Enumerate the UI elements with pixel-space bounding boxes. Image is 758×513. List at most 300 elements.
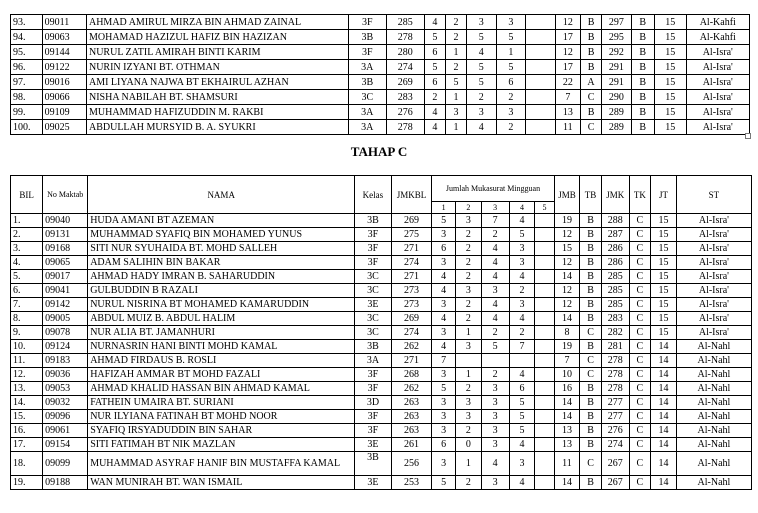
cell-st: Al-Isra' (676, 284, 751, 298)
cell-week-2: 2 (445, 60, 466, 75)
table-row (11, 410, 752, 424)
cell-no-maktab: 09078 (43, 326, 88, 340)
cell-no-maktab: 09109 (42, 105, 86, 120)
cell-week-4: 1 (496, 45, 526, 60)
cell-bil: 16. (11, 424, 43, 438)
cell-tb: C (580, 368, 601, 382)
cell-week-5 (526, 30, 556, 45)
cell-week-5 (535, 284, 554, 298)
header-tb: TB (580, 176, 601, 214)
cell-st: Al-Isra' (676, 326, 751, 340)
cell-jmk: 283 (601, 312, 629, 326)
cell-week-4: 3 (496, 15, 526, 30)
cell-jmk: 285 (601, 298, 629, 312)
cell-kelas: 3C (355, 312, 391, 326)
cell-jmkbl: 263 (391, 396, 432, 410)
cell-kelas: 3B (355, 340, 391, 354)
cell-week-5 (535, 270, 554, 284)
cell-bil: 13. (11, 382, 43, 396)
cell-no-maktab: 09063 (42, 30, 86, 45)
cell-jmk: 287 (601, 228, 629, 242)
cell-no-maktab: 09168 (43, 242, 88, 256)
cell-kelas: 3B (348, 30, 386, 45)
cell-week-5 (535, 326, 554, 340)
cell-jt: 15 (654, 45, 686, 60)
header-jmk: JMK (601, 176, 629, 214)
table-row (11, 90, 750, 105)
cell-jt: 15 (654, 30, 686, 45)
cell-jmk: 288 (601, 214, 629, 228)
cell-jmkbl: 274 (386, 60, 424, 75)
cell-nama: NURUL ZATIL AMIRAH BINTI KARIM (86, 45, 348, 60)
cell-kelas: 3F (348, 15, 386, 30)
cell-nama: NUR ALIA BT. JAMANHURI (88, 326, 355, 340)
cell-st: Al-Nahl (676, 438, 751, 452)
cell-tk: C (629, 340, 650, 354)
cell-jmk: 286 (601, 256, 629, 270)
cell-week-1: 3 (432, 298, 456, 312)
cell-nama: HAFIZAH AMMAR BT MOHD FAZALI (88, 368, 355, 382)
cell-kelas: 3A (348, 105, 386, 120)
cell-bil: 4. (11, 256, 43, 270)
cell-st: Al-Nahl (676, 368, 751, 382)
cell-bil: 5. (11, 270, 43, 284)
cell-week-5 (535, 214, 554, 228)
table-row (11, 75, 750, 90)
cell-nama: FATHEIN UMAIRA BT. SURIANI (88, 396, 355, 410)
cell-nama: MOHAMAD HAZIZUL HAFIZ BIN HAZIZAN (86, 30, 348, 45)
cell-jmk: 295 (602, 30, 632, 45)
cell-tk: B (631, 120, 654, 135)
cell-bil: 3. (11, 242, 43, 256)
cell-nama: SITI NUR SYUHAIDA BT. MOHD SALLEH (88, 242, 355, 256)
cell-jmb: 12 (555, 15, 580, 30)
cell-bil: 10. (11, 340, 43, 354)
cell-tk: C (629, 326, 650, 340)
cell-jmb: 12 (554, 284, 580, 298)
cell-jmb: 12 (554, 228, 580, 242)
cell-week-1: 5 (432, 382, 456, 396)
cell-jmb: 17 (555, 30, 580, 45)
cell-week-4: 2 (496, 90, 526, 105)
table-row (11, 396, 752, 410)
cell-no-maktab: 09131 (43, 228, 88, 242)
cell-st: Al-Nahl (676, 410, 751, 424)
cell-jmkbl: 271 (391, 354, 432, 368)
cell-week-4: 4 (509, 438, 535, 452)
cell-bil: 12. (11, 368, 43, 382)
cell-tk: B (631, 60, 654, 75)
cell-week-4: 3 (509, 256, 535, 270)
cell-week-1: 3 (432, 256, 456, 270)
cell-week-3: 3 (481, 284, 509, 298)
cell-week-1: 5 (432, 476, 456, 490)
cell-tb: B (580, 256, 601, 270)
cell-tb: C (580, 326, 601, 340)
cell-nama: AHMAD FIRDAUS B. ROSLI (88, 354, 355, 368)
cell-tk: C (629, 438, 650, 452)
cell-week-4: 5 (509, 424, 535, 438)
cell-week-4: 3 (509, 452, 535, 476)
cell-week-1: 7 (432, 354, 456, 368)
cell-week-5 (535, 452, 554, 476)
cell-jmkbl: 269 (391, 214, 432, 228)
cell-week-4: 3 (509, 298, 535, 312)
cell-tb: B (580, 410, 601, 424)
cell-jmkbl: 268 (391, 368, 432, 382)
cell-week-2: 2 (455, 256, 481, 270)
cell-jt: 14 (651, 354, 677, 368)
header-jmb: JMB (554, 176, 580, 214)
cell-week-5 (535, 242, 554, 256)
cell-jmkbl: 275 (391, 228, 432, 242)
table-row (11, 326, 752, 340)
cell-kelas: 3E (355, 298, 391, 312)
cell-week-2: 3 (445, 105, 466, 120)
cell-tk: C (629, 368, 650, 382)
cell-week-4: 2 (496, 120, 526, 135)
cell-jt: 15 (651, 284, 677, 298)
cell-tb: B (580, 45, 601, 60)
cell-tk: C (629, 242, 650, 256)
header-nama: NAMA (88, 176, 355, 214)
cell-week-2 (455, 354, 481, 368)
cell-tb: B (580, 15, 601, 30)
cell-week-2: 2 (455, 270, 481, 284)
cell-jmb: 19 (554, 340, 580, 354)
cell-nama: AHMAD HADY IMRAN B. SAHARUDDIN (88, 270, 355, 284)
cell-tb: B (580, 228, 601, 242)
cell-tk: C (629, 298, 650, 312)
cell-week-1: 4 (432, 270, 456, 284)
cell-tk: B (631, 45, 654, 60)
cell-jmb: 22 (555, 75, 580, 90)
cell-jt: 14 (651, 382, 677, 396)
table-row (11, 15, 750, 30)
cell-no-maktab: 09040 (43, 214, 88, 228)
cell-jt: 15 (654, 60, 686, 75)
cell-tb: B (580, 214, 601, 228)
header-st: ST (676, 176, 751, 214)
cell-st: Al-Nahl (676, 396, 751, 410)
cell-tk: C (629, 312, 650, 326)
cell-week-2: 2 (455, 312, 481, 326)
cell-week-5 (535, 410, 554, 424)
cell-week-4: 3 (496, 105, 526, 120)
table-row (11, 340, 752, 354)
cell-week-3: 3 (481, 424, 509, 438)
cell-tk: B (631, 105, 654, 120)
cell-kelas: 3F (355, 242, 391, 256)
cell-bil: 7. (11, 298, 43, 312)
cell-jt: 15 (651, 326, 677, 340)
cell-jmk: 267 (601, 452, 629, 476)
cell-st: Al-Nahl (676, 382, 751, 396)
cell-jmkbl: 271 (391, 270, 432, 284)
header-week-2: 2 (455, 202, 481, 214)
cell-tk: C (629, 410, 650, 424)
cell-nama: MUHAMMAD ASYRAF HANIF BIN MUSTAFFA KAMAL (88, 452, 355, 476)
cell-jmb: 16 (554, 382, 580, 396)
section-title: TAHAP C (350, 144, 408, 159)
cell-week-4: 7 (509, 340, 535, 354)
cell-tb: B (580, 340, 601, 354)
cell-tb: A (580, 75, 601, 90)
cell-bil: 97. (11, 75, 43, 90)
cell-kelas: 3B (355, 452, 391, 476)
cell-bil: 94. (11, 30, 43, 45)
cell-st: Al-Isra' (676, 228, 751, 242)
cell-jmkbl: 263 (391, 410, 432, 424)
cell-week-5 (526, 75, 556, 90)
cell-bil: 2. (11, 228, 43, 242)
table-row (11, 45, 750, 60)
cell-week-1: 3 (432, 396, 456, 410)
cell-jt: 14 (651, 424, 677, 438)
cell-week-5 (526, 90, 556, 105)
cell-bil: 95. (11, 45, 43, 60)
cell-no-maktab: 09061 (43, 424, 88, 438)
cell-kelas: 3C (355, 270, 391, 284)
cell-jt: 15 (651, 242, 677, 256)
cell-nama: NURUL NISRINA BT MOHAMED KAMARUDDIN (88, 298, 355, 312)
cell-week-2: 1 (455, 326, 481, 340)
cell-jmkbl: 263 (391, 424, 432, 438)
cell-week-5 (526, 105, 556, 120)
cell-week-3: 2 (467, 90, 497, 105)
cell-jmkbl: 256 (391, 452, 432, 476)
cell-jmk: 281 (601, 340, 629, 354)
cell-tb: B (580, 105, 601, 120)
table-row (11, 284, 752, 298)
cell-nama: HUDA AMANI BT AZEMAN (88, 214, 355, 228)
cell-bil: 6. (11, 284, 43, 298)
cell-bil: 15. (11, 410, 43, 424)
cell-jmkbl: 283 (386, 90, 424, 105)
cell-kelas: 3F (355, 424, 391, 438)
cell-bil: 93. (11, 15, 43, 30)
table-row (11, 368, 752, 382)
cell-jmk: 289 (602, 105, 632, 120)
cell-week-3: 3 (481, 382, 509, 396)
cell-jmkbl: 278 (386, 120, 424, 135)
cell-jmk: 278 (601, 382, 629, 396)
table-row (11, 312, 752, 326)
cell-no-maktab: 09124 (43, 340, 88, 354)
cell-week-4: 2 (509, 326, 535, 340)
table-row (11, 60, 750, 75)
header-jmkbl: JMKBL (391, 176, 432, 214)
cell-no-maktab: 09005 (43, 312, 88, 326)
cell-week-5 (535, 476, 554, 490)
cell-week-5 (535, 312, 554, 326)
top-table-body (11, 15, 750, 135)
cell-nama: GULBUDDIN B RAZALI (88, 284, 355, 298)
cell-week-2: 2 (455, 298, 481, 312)
cell-bil: 11. (11, 354, 43, 368)
cell-no-maktab: 09065 (43, 256, 88, 270)
cell-jmk: 278 (601, 368, 629, 382)
cell-tb: B (580, 382, 601, 396)
cell-tb: B (580, 30, 601, 45)
cell-jmb: 13 (554, 438, 580, 452)
table-resize-handle[interactable] (745, 133, 751, 139)
cell-nama: NISHA NABILAH BT. SHAMSURI (86, 90, 348, 105)
cell-tb: B (580, 476, 601, 490)
table-row (11, 354, 752, 368)
cell-tb: B (580, 396, 601, 410)
cell-kelas: 3C (348, 90, 386, 105)
cell-week-1: 4 (432, 284, 456, 298)
cell-week-3: 3 (481, 438, 509, 452)
cell-week-1: 4 (424, 120, 445, 135)
cell-week-1: 6 (432, 438, 456, 452)
cell-tb: C (580, 90, 601, 105)
cell-week-4: 3 (509, 242, 535, 256)
cell-tb: C (580, 120, 601, 135)
cell-week-2: 1 (445, 45, 466, 60)
cell-jmb: 14 (554, 270, 580, 284)
cell-tk: C (629, 424, 650, 438)
cell-week-2: 2 (455, 242, 481, 256)
cell-week-2: 1 (445, 90, 466, 105)
header-jt: JT (651, 176, 677, 214)
cell-st: Al-Isra' (686, 90, 749, 105)
cell-week-3: 4 (481, 312, 509, 326)
cell-week-4: 4 (509, 476, 535, 490)
cell-tk: B (631, 90, 654, 105)
cell-st: Al-Nahl (676, 340, 751, 354)
cell-week-5 (526, 60, 556, 75)
header-week-1: 1 (432, 202, 456, 214)
cell-kelas: 3E (355, 476, 391, 490)
cell-no-maktab: 09144 (42, 45, 86, 60)
cell-jmb: 11 (554, 452, 580, 476)
cell-week-1: 6 (424, 75, 445, 90)
cell-week-4: 6 (496, 75, 526, 90)
cell-jmkbl: 273 (391, 284, 432, 298)
cell-week-2: 2 (455, 424, 481, 438)
cell-week-2: 1 (455, 452, 481, 476)
cell-week-3: 3 (467, 15, 497, 30)
cell-jmb: 13 (555, 105, 580, 120)
cell-week-2: 5 (445, 75, 466, 90)
cell-tk: C (629, 382, 650, 396)
cell-jmk: 285 (601, 284, 629, 298)
cell-jmkbl: 253 (391, 476, 432, 490)
cell-st: Al-Isra' (676, 242, 751, 256)
cell-week-3: 4 (481, 242, 509, 256)
cell-tk: C (629, 354, 650, 368)
cell-jmk: 297 (602, 15, 632, 30)
cell-nama: NURNASRIN HANI BINTI MOHD KAMAL (88, 340, 355, 354)
cell-week-3: 4 (481, 256, 509, 270)
cell-jt: 14 (651, 340, 677, 354)
cell-no-maktab: 09036 (43, 368, 88, 382)
cell-jmk: 291 (602, 60, 632, 75)
cell-week-1: 3 (432, 452, 456, 476)
cell-week-4: 5 (509, 396, 535, 410)
cell-no-maktab: 09011 (42, 15, 86, 30)
header-week-3: 3 (481, 202, 509, 214)
cell-kelas: 3C (355, 326, 391, 340)
cell-week-1: 2 (424, 90, 445, 105)
cell-jmb: 10 (554, 368, 580, 382)
cell-tk: C (629, 476, 650, 490)
cell-week-5 (535, 256, 554, 270)
cell-jt: 14 (651, 396, 677, 410)
cell-week-3: 3 (467, 105, 497, 120)
cell-nama: ADAM SALIHIN BIN BAKAR (88, 256, 355, 270)
cell-tb: B (580, 312, 601, 326)
cell-week-4: 2 (509, 284, 535, 298)
cell-nama: NUR ILYIANA FATINAH BT MOHD NOOR (88, 410, 355, 424)
cell-tb: B (580, 242, 601, 256)
cell-st: Al-Nahl (676, 424, 751, 438)
cell-nama: AHMAD KHALID HASSAN BIN AHMAD KAMAL (88, 382, 355, 396)
header-kelas: Kelas (355, 176, 391, 214)
header-tk: TK (629, 176, 650, 214)
cell-week-4: 5 (509, 410, 535, 424)
cell-nama: AHMAD AMIRUL MIRZA BIN AHMAD ZAINAL (86, 15, 348, 30)
cell-jmkbl: 262 (391, 382, 432, 396)
cell-jt: 15 (654, 120, 686, 135)
cell-no-maktab: 09154 (43, 438, 88, 452)
cell-jmkbl: 278 (386, 30, 424, 45)
cell-bil: 17. (11, 438, 43, 452)
cell-week-3: 2 (481, 228, 509, 242)
cell-jmk: 277 (601, 410, 629, 424)
cell-week-5 (535, 354, 554, 368)
cell-tb: B (580, 298, 601, 312)
cell-week-3: 5 (467, 30, 497, 45)
cell-no-maktab: 09066 (42, 90, 86, 105)
header-week-5: 5 (535, 202, 554, 214)
cell-week-3: 5 (467, 60, 497, 75)
cell-jmb: 11 (555, 120, 580, 135)
cell-jmkbl: 285 (386, 15, 424, 30)
cell-tk: C (629, 256, 650, 270)
cell-st: Al-Isra' (676, 270, 751, 284)
cell-no-maktab: 09053 (43, 382, 88, 396)
cell-st: Al-Nahl (676, 354, 751, 368)
cell-bil: 9. (11, 326, 43, 340)
cell-jmb: 7 (555, 90, 580, 105)
cell-kelas: 3B (348, 75, 386, 90)
cell-tb: C (580, 354, 601, 368)
table-row (11, 228, 752, 242)
cell-week-1: 5 (424, 60, 445, 75)
header-no-maktab: No Maktab (43, 176, 88, 214)
cell-tb: B (580, 60, 601, 75)
cell-jt: 14 (651, 452, 677, 476)
table-row (11, 382, 752, 396)
cell-jmk: 277 (601, 396, 629, 410)
cell-week-1: 6 (432, 242, 456, 256)
cell-nama: ABDUL MUIZ B. ABDUL HALIM (88, 312, 355, 326)
cell-kelas: 3A (355, 354, 391, 368)
cell-week-2: 1 (445, 120, 466, 135)
cell-bil: 98. (11, 90, 43, 105)
cell-jmk: 285 (601, 270, 629, 284)
cell-bil: 1. (11, 214, 43, 228)
cell-kelas: 3E (355, 438, 391, 452)
header-week-4: 4 (509, 202, 535, 214)
cell-bil: 8. (11, 312, 43, 326)
cell-jt: 15 (654, 15, 686, 30)
tahap-c-table (10, 175, 752, 490)
cell-jt: 15 (651, 214, 677, 228)
